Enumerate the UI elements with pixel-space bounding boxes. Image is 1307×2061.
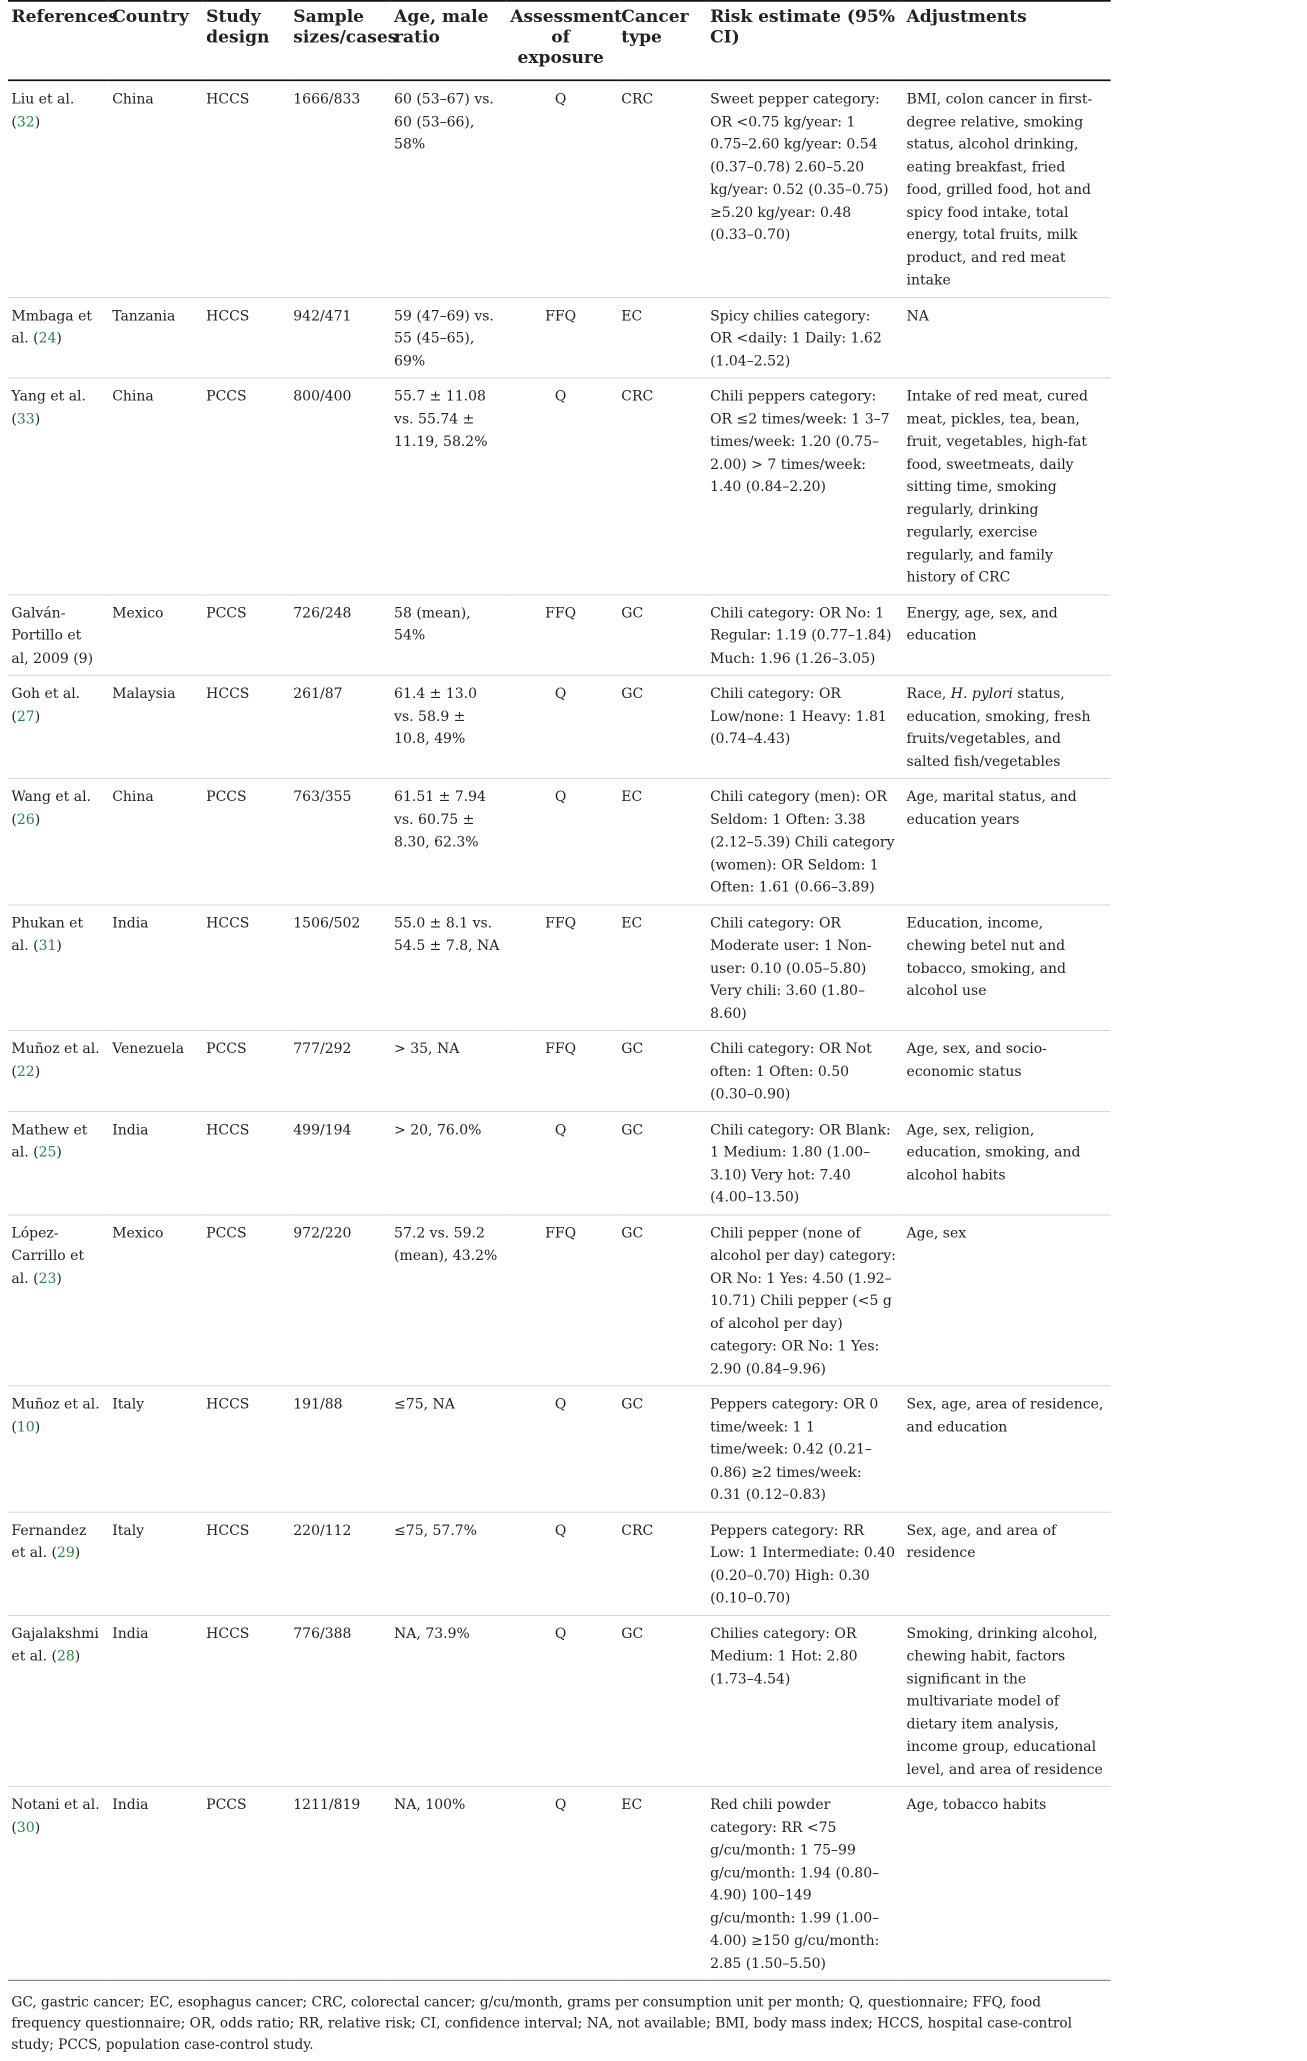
cell-sample-size: 800/400 bbox=[290, 378, 391, 595]
cell-reference bbox=[8, 675, 109, 778]
cell-adjustments bbox=[903, 594, 1111, 675]
header-age-male-ratio: Age, male ratio bbox=[391, 1, 507, 80]
reference-link[interactable]: 27 bbox=[16, 707, 35, 724]
cell-sample-size: 1506/502 bbox=[290, 905, 391, 1031]
cell-reference bbox=[8, 1786, 109, 1980]
reference-text: Galván-Portillo et al, 2009 (9) bbox=[11, 604, 94, 666]
cell-risk-estimate: Spicy chilies category: OR <daily: 1 Daily: 1.62 (1.04–2.52) bbox=[707, 297, 903, 378]
cell-reference bbox=[8, 594, 109, 675]
cell-cancer-type: EC bbox=[618, 779, 707, 905]
adjust-text: BMI, colon cancer in first-degree relative, smoking status, alcohol drinking, eating breakfast, fried food, grilled food, hot and spicy food intake, total energy, total fruits, milk product, and red meat intake bbox=[906, 90, 1093, 288]
cell-study-design: HCCS bbox=[203, 1512, 290, 1615]
table-header-row bbox=[8, 1, 1111, 80]
cell-risk-estimate: Chili peppers category: OR ≤2 times/week: 1 3–7 times/week: 1.20 (0.75–2.00) > 7 times/week: 1.40 (0.84–2.20) bbox=[707, 378, 903, 595]
cell-country: India bbox=[109, 1615, 203, 1786]
cell-reference bbox=[8, 80, 109, 297]
header-sample-sizes: Sample sizes/cases bbox=[290, 1, 391, 80]
cell-country: China bbox=[109, 779, 203, 905]
reference-close: ) bbox=[56, 1269, 62, 1286]
cell-risk-estimate: Peppers category: OR 0 time/week: 1 1 time/week: 0.42 (0.21–0.86) ≥2 times/week: 0.31 (0.12–0.83) bbox=[707, 1386, 903, 1512]
cell-adjustments bbox=[903, 1512, 1111, 1615]
cell-study-design: PCCS bbox=[203, 779, 290, 905]
cell-reference bbox=[8, 1615, 109, 1786]
cell-cancer-type: GC bbox=[618, 594, 707, 675]
cell-assessment: FFQ bbox=[507, 1030, 618, 1111]
adjust-text: Smoking, drinking alcohol, chewing habit, factors significant in the multivariate model of dietary item analysis, income group, educational level, and area of residence bbox=[906, 1624, 1103, 1777]
table-row bbox=[8, 1615, 1111, 1786]
cell-age-male-ratio: > 20, 76.0% bbox=[391, 1111, 507, 1214]
cell-cancer-type: EC bbox=[618, 297, 707, 378]
cell-cancer-type: CRC bbox=[618, 378, 707, 595]
reference-text: Muñoz et al. ( bbox=[11, 1395, 100, 1435]
adjust-text: Age, sex bbox=[906, 1224, 967, 1241]
cell-country: Mexico bbox=[109, 1215, 203, 1386]
cell-cancer-type: EC bbox=[618, 905, 707, 1031]
adjust-text-italic: H. pylori bbox=[950, 685, 1013, 702]
cell-assessment: FFQ bbox=[507, 594, 618, 675]
cell-sample-size: 499/194 bbox=[290, 1111, 391, 1214]
header-risk-estimate: Risk estimate (95% CI) bbox=[707, 1, 903, 80]
cell-reference bbox=[8, 1215, 109, 1386]
cell-risk-estimate: Chili category (men): OR Seldom: 1 Often: 3.38 (2.12–5.39) Chili category (women): OR Seldom: 1 Often: 1.61 (0.66–3.89) bbox=[707, 779, 903, 905]
cell-cancer-type: GC bbox=[618, 1215, 707, 1386]
adjust-text: Intake of red meat, cured meat, pickles, tea, bean, fruit, vegetables, high-fat food, sweetmeats, daily sitting time, smoking regularly, drinking regularly, exercise regularly, and family history of CRC bbox=[906, 387, 1088, 586]
header-references: References bbox=[8, 1, 109, 80]
cell-sample-size: 1666/833 bbox=[290, 80, 391, 297]
cell-country: China bbox=[109, 80, 203, 297]
cell-sample-size: 220/112 bbox=[290, 1512, 391, 1615]
reference-link[interactable]: 31 bbox=[38, 936, 57, 954]
cell-adjustments bbox=[903, 905, 1111, 1031]
cell-adjustments bbox=[903, 1786, 1111, 1980]
cell-reference bbox=[8, 1111, 109, 1214]
adjust-text: Age, marital status, and education years bbox=[906, 788, 1077, 828]
cell-adjustments bbox=[903, 80, 1111, 297]
reference-close: ) bbox=[34, 1418, 41, 1435]
reference-close: ) bbox=[34, 1818, 41, 1836]
cell-sample-size: 972/220 bbox=[290, 1215, 391, 1386]
cell-risk-estimate: Chili category: OR No: 1 Regular: 1.19 (0.77–1.84) Much: 1.96 (1.26–3.05) bbox=[707, 594, 903, 675]
reference-text: Wang et al. ( bbox=[11, 788, 92, 828]
cell-study-design: HCCS bbox=[203, 297, 290, 378]
table-container bbox=[8, 0, 1111, 2053]
cell-assessment: Q bbox=[507, 675, 618, 778]
cell-reference bbox=[8, 905, 109, 1031]
cell-cancer-type: GC bbox=[618, 1030, 707, 1111]
cell-assessment: Q bbox=[507, 80, 618, 297]
cell-adjustments bbox=[903, 378, 1111, 595]
reference-close: ) bbox=[56, 329, 62, 346]
adjust-text: NA bbox=[906, 307, 929, 324]
header-assessment: Assessment of exposure bbox=[507, 1, 618, 80]
cell-sample-size: 763/355 bbox=[290, 779, 391, 905]
header-adjustments: Adjustments bbox=[903, 1, 1111, 80]
reference-close: ) bbox=[34, 810, 41, 828]
cell-assessment: FFQ bbox=[507, 1215, 618, 1386]
cell-age-male-ratio: NA, 100% bbox=[391, 1786, 507, 1980]
adjust-text: Education, income, chewing betel nut and tobacco, smoking, and alcohol use bbox=[906, 914, 1066, 999]
reference-link[interactable]: 10 bbox=[16, 1418, 35, 1435]
reference-link[interactable]: 33 bbox=[16, 410, 35, 427]
cell-sample-size: 261/87 bbox=[290, 675, 391, 778]
reference-close: ) bbox=[56, 936, 62, 954]
cell-sample-size: 776/388 bbox=[290, 1615, 391, 1786]
cell-age-male-ratio: 61.4 ± 13.0 vs. 58.9 ± 10.8, 49% bbox=[391, 675, 507, 778]
reference-link[interactable]: 26 bbox=[16, 810, 35, 828]
cell-cancer-type: CRC bbox=[618, 80, 707, 297]
reference-text: Muñoz et al. ( bbox=[11, 1040, 100, 1080]
cell-assessment: Q bbox=[507, 1615, 618, 1786]
cell-country: China bbox=[109, 378, 203, 595]
cell-age-male-ratio: > 35, NA bbox=[391, 1030, 507, 1111]
reference-text: Gajalakshmi et al. ( bbox=[11, 1624, 99, 1664]
reference-close: ) bbox=[34, 410, 41, 427]
cell-country: Italy bbox=[109, 1386, 203, 1512]
cell-age-male-ratio: NA, 73.9% bbox=[391, 1615, 507, 1786]
cell-reference bbox=[8, 1386, 109, 1512]
cell-study-design: PCCS bbox=[203, 1786, 290, 1980]
adjust-text-post: status, education, smoking, fresh fruits/vegetables, and salted fish/vegetables bbox=[906, 685, 1091, 770]
adjust-text: Age, tobacco habits bbox=[906, 1796, 1047, 1813]
cell-country: India bbox=[109, 1111, 203, 1214]
reference-text: López-Carrillo et al. ( bbox=[11, 1224, 85, 1286]
cell-sample-size: 777/292 bbox=[290, 1030, 391, 1111]
reference-text: Mathew et al. ( bbox=[11, 1121, 88, 1160]
cell-cancer-type: CRC bbox=[618, 1512, 707, 1615]
cell-country: Tanzania bbox=[109, 297, 203, 378]
cell-sample-size: 191/88 bbox=[290, 1386, 391, 1512]
cell-adjustments bbox=[903, 1030, 1111, 1111]
cell-country: India bbox=[109, 1786, 203, 1980]
reference-close: ) bbox=[74, 1647, 81, 1664]
table-row bbox=[8, 675, 1111, 778]
cell-study-design: HCCS bbox=[203, 1615, 290, 1786]
reference-text: Liu et al. ( bbox=[11, 90, 75, 130]
cell-adjustments bbox=[903, 1111, 1111, 1214]
reference-link[interactable]: 32 bbox=[16, 113, 35, 130]
cell-sample-size: 726/248 bbox=[290, 594, 391, 675]
cell-reference bbox=[8, 1030, 109, 1111]
cell-risk-estimate: Chili category: OR Not often: 1 Often: 0.50 (0.30–0.90) bbox=[707, 1030, 903, 1111]
cell-adjustments bbox=[903, 1615, 1111, 1786]
cell-risk-estimate: Sweet pepper category: OR <0.75 kg/year: 1 0.75–2.60 kg/year: 0.54 (0.37–0.78) 2.60–5.20 kg/year: 0.52 (0.35–0.75) ≥5.20 kg/year: 0.48 (0.33–0.70) bbox=[707, 80, 903, 297]
adjust-text: Age, sex, and socio-economic status bbox=[906, 1040, 1047, 1080]
header-study-design: Study design bbox=[203, 1, 290, 80]
table-row bbox=[8, 1030, 1111, 1111]
cell-cancer-type: GC bbox=[618, 1386, 707, 1512]
cell-study-design: HCCS bbox=[203, 675, 290, 778]
cell-risk-estimate: Chili pepper (none of alcohol per day) category: OR No: 1 Yes: 4.50 (1.92–10.71) Chili pepper (<5 g of alcohol per day) category: OR No: 1 Yes: 2.90 (0.84–9.96) bbox=[707, 1215, 903, 1386]
cell-adjustments bbox=[903, 1215, 1111, 1386]
cell-assessment: FFQ bbox=[507, 297, 618, 378]
adjust-text: Energy, age, sex, and education bbox=[906, 604, 1058, 644]
cell-age-male-ratio: 58 (mean), 54% bbox=[391, 594, 507, 675]
cell-cancer-type: GC bbox=[618, 1111, 707, 1214]
table-row bbox=[8, 80, 1111, 297]
reference-text: Goh et al. ( bbox=[11, 685, 81, 724]
cell-risk-estimate: Chilies category: OR Medium: 1 Hot: 2.80 (1.73–4.54) bbox=[707, 1615, 903, 1786]
reference-text: Mmbaga et al. ( bbox=[11, 307, 93, 346]
cell-assessment: Q bbox=[507, 779, 618, 905]
header-country: Country bbox=[109, 1, 203, 80]
cell-study-design: PCCS bbox=[203, 378, 290, 595]
cell-assessment: Q bbox=[507, 1111, 618, 1214]
reference-link[interactable]: 25 bbox=[38, 1143, 57, 1160]
reference-text: Yang et al. ( bbox=[11, 387, 86, 427]
table-row bbox=[8, 1215, 1111, 1386]
reference-close: ) bbox=[34, 707, 41, 724]
cell-age-male-ratio: 59 (47–69) vs. 55 (45–65), 69% bbox=[391, 297, 507, 378]
cell-study-design: HCCS bbox=[203, 80, 290, 297]
table-row bbox=[8, 594, 1111, 675]
cell-age-male-ratio: ≤75, 57.7% bbox=[391, 1512, 507, 1615]
cell-risk-estimate: Chili category: OR Moderate user: 1 Non-user: 0.10 (0.05–5.80) Very chili: 3.60 (1.80–8.60) bbox=[707, 905, 903, 1031]
cell-study-design: HCCS bbox=[203, 1111, 290, 1214]
reference-text: Fernandez et al. ( bbox=[11, 1521, 87, 1561]
cell-country: Malaysia bbox=[109, 675, 203, 778]
cell-reference bbox=[8, 779, 109, 905]
cell-sample-size: 942/471 bbox=[290, 297, 391, 378]
cell-country: India bbox=[109, 905, 203, 1031]
cell-adjustments bbox=[903, 1386, 1111, 1512]
reference-link[interactable]: 22 bbox=[16, 1062, 35, 1080]
table-row bbox=[8, 1786, 1111, 1980]
table-row bbox=[8, 905, 1111, 1031]
cell-risk-estimate: Peppers category: RR Low: 1 Intermediate: 0.40 (0.20–0.70) High: 0.30 (0.10–0.70) bbox=[707, 1512, 903, 1615]
table-footnote: GC, gastric cancer; EC, esophagus cancer; CRC, colorectal cancer; g/cu/month, grams per consumption unit per month; Q, questionnaire; FFQ, food frequency questionnaire; OR, odds ratio; RR, relative risk; CI, confidence interval; NA, not available; BMI, body mass index; HCCS, hospital case-control study; PCCS, population case-control study. bbox=[11, 1993, 1072, 2053]
reference-link[interactable]: 23 bbox=[38, 1269, 57, 1286]
cell-risk-estimate: Chili category: OR Blank: 1 Medium: 1.80 (1.00–3.10) Very hot: 7.40 (4.00–13.50) bbox=[707, 1111, 903, 1214]
cell-country: Mexico bbox=[109, 594, 203, 675]
reference-text: Notani et al. ( bbox=[11, 1796, 100, 1836]
table-row bbox=[8, 1512, 1111, 1615]
cell-adjustments bbox=[903, 297, 1111, 378]
cell-age-male-ratio: ≤75, NA bbox=[391, 1386, 507, 1512]
cell-assessment: Q bbox=[507, 378, 618, 595]
cell-assessment: Q bbox=[507, 1786, 618, 1980]
cell-adjustments bbox=[903, 675, 1111, 778]
cell-age-male-ratio: 55.7 ± 11.08 vs. 55.74 ± 11.19, 58.2% bbox=[391, 378, 507, 595]
table-body bbox=[8, 80, 1111, 1980]
table-row bbox=[8, 1386, 1111, 1512]
adjust-text-pre: Race, bbox=[906, 685, 951, 702]
reference-close: ) bbox=[34, 1062, 41, 1080]
reference-text: Phukan et al. ( bbox=[11, 914, 84, 954]
adjust-text: Sex, age, and area of residence bbox=[906, 1521, 1057, 1561]
table-row bbox=[8, 378, 1111, 595]
adjust-text: Age, sex, religion, education, smoking, and alcohol habits bbox=[906, 1121, 1081, 1183]
cell-study-design: HCCS bbox=[203, 905, 290, 1031]
cell-risk-estimate: Red chili powder category: RR <75 g/cu/month: 1 75–99 g/cu/month: 1.94 (0.80–4.90) 100–149 g/cu/month: 1.99 (1.00–4.00) ≥150 g/cu/month: 2.85 (1.50–5.50) bbox=[707, 1786, 903, 1980]
reference-link[interactable]: 30 bbox=[16, 1818, 35, 1836]
cell-age-male-ratio: 55.0 ± 8.1 vs. 54.5 ± 7.8, NA bbox=[391, 905, 507, 1031]
header-cancer-type: Cancer type bbox=[618, 1, 707, 80]
table-row bbox=[8, 1111, 1111, 1214]
reference-link[interactable]: 29 bbox=[56, 1544, 75, 1561]
cell-assessment: Q bbox=[507, 1386, 618, 1512]
table-row bbox=[8, 779, 1111, 905]
cell-study-design: PCCS bbox=[203, 594, 290, 675]
cell-cancer-type: EC bbox=[618, 1786, 707, 1980]
cell-cancer-type: GC bbox=[618, 675, 707, 778]
cell-risk-estimate: Chili category: OR Low/none: 1 Heavy: 1.81 (0.74–4.43) bbox=[707, 675, 903, 778]
cell-sample-size: 1211/819 bbox=[290, 1786, 391, 1980]
cell-assessment: FFQ bbox=[507, 905, 618, 1031]
cell-study-design: PCCS bbox=[203, 1030, 290, 1111]
cell-adjustments bbox=[903, 779, 1111, 905]
cell-study-design: HCCS bbox=[203, 1386, 290, 1512]
cell-age-male-ratio: 60 (53–67) vs. 60 (53–66), 58% bbox=[391, 80, 507, 297]
adjust-text: Sex, age, area of residence, and education bbox=[906, 1395, 1104, 1435]
cell-country: Venezuela bbox=[109, 1030, 203, 1111]
cell-reference bbox=[8, 378, 109, 595]
cell-reference bbox=[8, 1512, 109, 1615]
cell-cancer-type: GC bbox=[618, 1615, 707, 1786]
cell-country: Italy bbox=[109, 1512, 203, 1615]
cell-age-male-ratio: 61.51 ± 7.94 vs. 60.75 ± 8.30, 62.3% bbox=[391, 779, 507, 905]
cell-study-design: PCCS bbox=[203, 1215, 290, 1386]
reference-close: ) bbox=[74, 1544, 81, 1561]
study-characteristics-table bbox=[8, 0, 1111, 1981]
table-row bbox=[8, 297, 1111, 378]
cell-assessment: Q bbox=[507, 1512, 618, 1615]
cell-age-male-ratio: 57.2 vs. 59.2 (mean), 43.2% bbox=[391, 1215, 507, 1386]
reference-link[interactable]: 24 bbox=[38, 329, 57, 346]
reference-close: ) bbox=[34, 113, 41, 130]
reference-close: ) bbox=[56, 1143, 62, 1160]
cell-reference bbox=[8, 297, 109, 378]
reference-link[interactable]: 28 bbox=[56, 1647, 75, 1664]
